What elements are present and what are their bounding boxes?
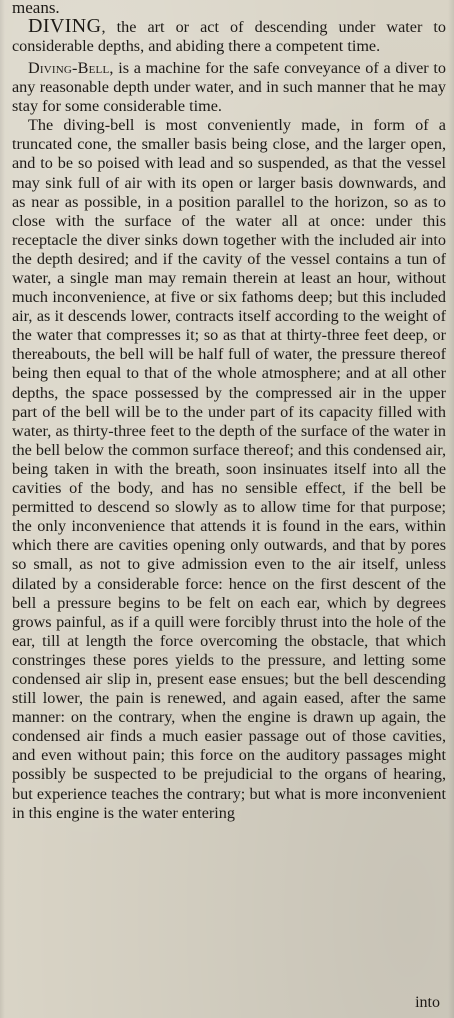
diving-bell-definition: , is a machine for the safe conveyance of a diver to any reasonable depth under water, and in such manner that he may stay for some considerable time. — [12, 58, 446, 115]
diving-headword: DIVING — [28, 15, 102, 37]
body-text: The diving-bell is most conveniently made, in form of a truncated cone, the smaller basis being close, and the larger open, and to be so poised with lead and so suspended, as that the vessel may sink full of air with its open or larger basis downwards, and as near as possible, in a position parallel to the horizon, so as to close with the surface of the water all at once: under this receptacle the diver sinks down together with the included air into the depth desired; and if the cavity of the vessel contains a tun of water, a single man may remain therein at least an hour, without much inconvenience, at five or six fathoms deep; but this included air, as it descends lower, contracts itself according to the weight of the water that compresses it; so as that at thirty-three feet deep, or thereabouts, the bell will be half full of water, the pressure thereof being then equal to that of the whole atmosphere; and at all other depths, the space possessed by the compressed air in the upper part of the bell will be to the under part of its capacity filled with water, as thirty-three feet to the depth of the surface of the water in the bell below the common surface thereof; and this condensed air, being taken in with the breath, soon insinuates itself into all the cavities of the body, and has no sensible effect, if the bell be permitted to descend so slowly as to allow time for that purpose; the only inconvenience that attends it is found in the ears, within which there are cavities opening only outwards, and that by pores so small, as not to give admission even to the air itself, unless dilated by a considerable force: hence on the first descent of the bell a pressure begins to be felt on each ear, which by degrees grows painful, as if a quill were forcibly thrust into the hole of the ear, till at length the force overcoming the obstacle, that which constringes these pores yields to the pressure, and letting some condensed air slip in, present ease ensues; but the bell descending still lower, the pain is renewed, and again eased, after the same manner: on the contrary, when the engine is drawn up again, the condensed air finds a much easier passage out of those cavities, and even without pain; this force on the auditory passages might possibly be suspected to be prejudicial to the organs of hearing, but experience teaches the contrary; but what is more inconvenient in this engine is the water entering — [12, 116, 446, 822]
catchword: into — [415, 994, 440, 1011]
diving-definition: , the art or act of descending under water to considerable depths, and abiding there a competent time. — [12, 18, 446, 56]
diving-bell-headword: Diving-Bell — [28, 58, 110, 77]
page-left-shadow — [0, 0, 5, 1018]
diving-bell-entry — [12, 59, 446, 117]
previous-entry-ending: means. — [12, 0, 60, 17]
page-right-edge — [448, 0, 454, 1018]
diving-bell-description — [12, 116, 446, 822]
diving-entry — [12, 17, 446, 57]
